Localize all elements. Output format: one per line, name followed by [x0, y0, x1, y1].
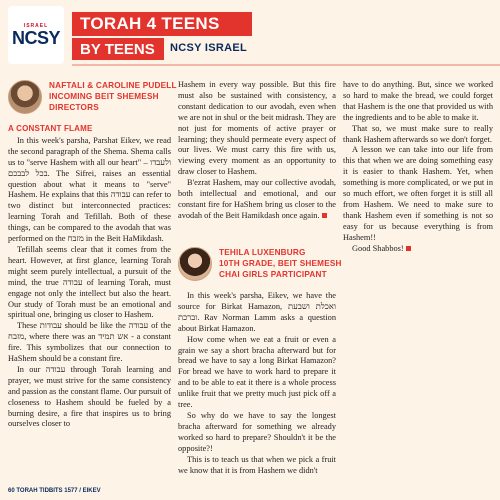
author-2-role: 10TH GRADE, BEIT SHEMESH	[219, 259, 342, 268]
article-2-paragraph: Good Shabbos!	[343, 244, 493, 255]
article-1-paragraph: In this week's parsha, Parshat Eikev, we read the second paragraph of the Shema. Shema calls us to "serve Hashem with all our heart" – ולעבדו בכל לבבכם. The Sifrei, raises an essential question about what it means to "serve" Hashem. He explains that this עבודה can refer to two distinct but interconnected practices: learning Torah and Tefillah. Both of these things, can be compared to the avodah that was performed on the מזבח in the Beit HaMikdash.	[8, 135, 171, 244]
article-2-paragraph: So why do we have to say the longest bracha afterward for something we already worked so hard to prepare? Shouldn't it be the opposite?!	[178, 410, 336, 453]
logo-main-text: NCSY	[11, 28, 60, 48]
author-2-name: TEHILA LUXENBURG	[219, 248, 306, 257]
article-2-paragraph: That so, we must make sure to really thank Hashem afterwards so we don't forget.	[343, 123, 493, 144]
author-2-avatar	[178, 247, 212, 281]
article-2-paragraph: This is to teach us that when we pick a fruit we know that it is from Hashem we didn't	[178, 454, 336, 475]
author-block-1	[8, 80, 177, 114]
article-1-heading: A CONSTANT FLAME	[8, 124, 93, 133]
logo-top-text: ISRAEL	[23, 23, 49, 29]
author-1-avatar	[8, 80, 42, 114]
ncsy-logo	[8, 6, 64, 64]
author-2-info	[219, 247, 342, 280]
author-1-name: NAFTALI & CAROLINE PUDELL	[49, 81, 177, 90]
article-2-column-2	[343, 80, 493, 340]
author-1-info	[49, 80, 177, 113]
author-1-role-2: DIRECTORS	[49, 103, 99, 112]
author-1-role: INCOMING BEIT SHEMESH	[49, 92, 159, 101]
organization-label: NCSY ISRAEL	[170, 42, 248, 54]
article-1-column-2	[178, 80, 336, 244]
article-2-paragraph: have to do anything. But, since we worked so hard to make the bread, we could forget that Hashem is the one that provided us with the ingredients and to be able to make it.	[343, 80, 493, 122]
article-1-paragraph: Hashem in every way possible. But this fire must also be sustained with consistency, a constant dedication to our avodah, even when we are not in shul or the beit midrash. They are not just for moments of active prayer or learning; they should permeate every aspect of our lives. We must carry this fire with us, viewing every moment as an opportunity to draw closer to Hashem.	[178, 80, 336, 177]
article-2-paragraph: A lesson we can take into our life from this that when we are doing something easy it is easier to thank Hashem. Yet, when something is more complicated, or we put in so much effort, we often forget it is still all from Hashem. We need to make sure to thank Hashem even if something is not so easy for us because everything is from Hashem!!	[343, 145, 493, 242]
article-1-column-1	[8, 124, 171, 486]
article-1-paragraph: B'ezrat Hashem, may our collective avodah, both intellectual and emotional, and our constant fire for HaShem bring us closer to the avodah of the Beit Hamikdash once again.	[178, 178, 336, 220]
end-mark-icon	[406, 246, 411, 251]
page-subtitle: BY TEENS	[72, 38, 164, 60]
article-2-paragraph: How come when we eat a fruit or even a grain we say a short bracha afterward but for bread we have to say a long Birkat Hamazon? For bread we have to work hard to prepare it and to be able to eat it there is a whole process unlike fruit that we pretty much just pick off a tree.	[178, 334, 336, 410]
header-divider	[72, 64, 500, 66]
article-2-column-1	[178, 291, 336, 493]
page-footer: 60 TORAH TIDBITS 1577 / EIKEV	[8, 488, 101, 494]
author-block-2	[178, 247, 342, 281]
article-1-paragraph: These עבודות should be like the עבודה of the מזבח, where there was an אש תמיד - a constant fire. This symbolizes that our connection to HaShem should be a constant fire.	[8, 321, 171, 364]
page-title: TORAH 4 TEENS	[72, 12, 252, 36]
end-mark-icon	[322, 213, 327, 218]
article-1-paragraph: In our עבודה through Torah learning and prayer, we must strive for the same consistency and passion as the constant flame. Our pursuit of closeness to Hashem should be fueled by a burning desire, a fire that inspires us to bring ourselves closer to	[8, 364, 171, 429]
article-2-paragraph: In this week's parsha, Eikev, we have the source for Birkat Hamazon, ואכלת ושבעת וברכת. Rav Norman Lamm asks a question about Birkat Hamazon.	[178, 291, 336, 333]
article-1-paragraph: Tefillah seems clear that it comes from the heart. However, at first glance, learning Torah might seem purely intellectual, a pursuit of the mind, the true עבודה of learning Torah, must engage not only the intellect but also the heart. Our study of Torah must be an emotional and spiritual one, bringing us closer to Hashem.	[8, 244, 171, 320]
author-2-role-2: CHAI GIRLS PARTICIPANT	[219, 270, 327, 279]
